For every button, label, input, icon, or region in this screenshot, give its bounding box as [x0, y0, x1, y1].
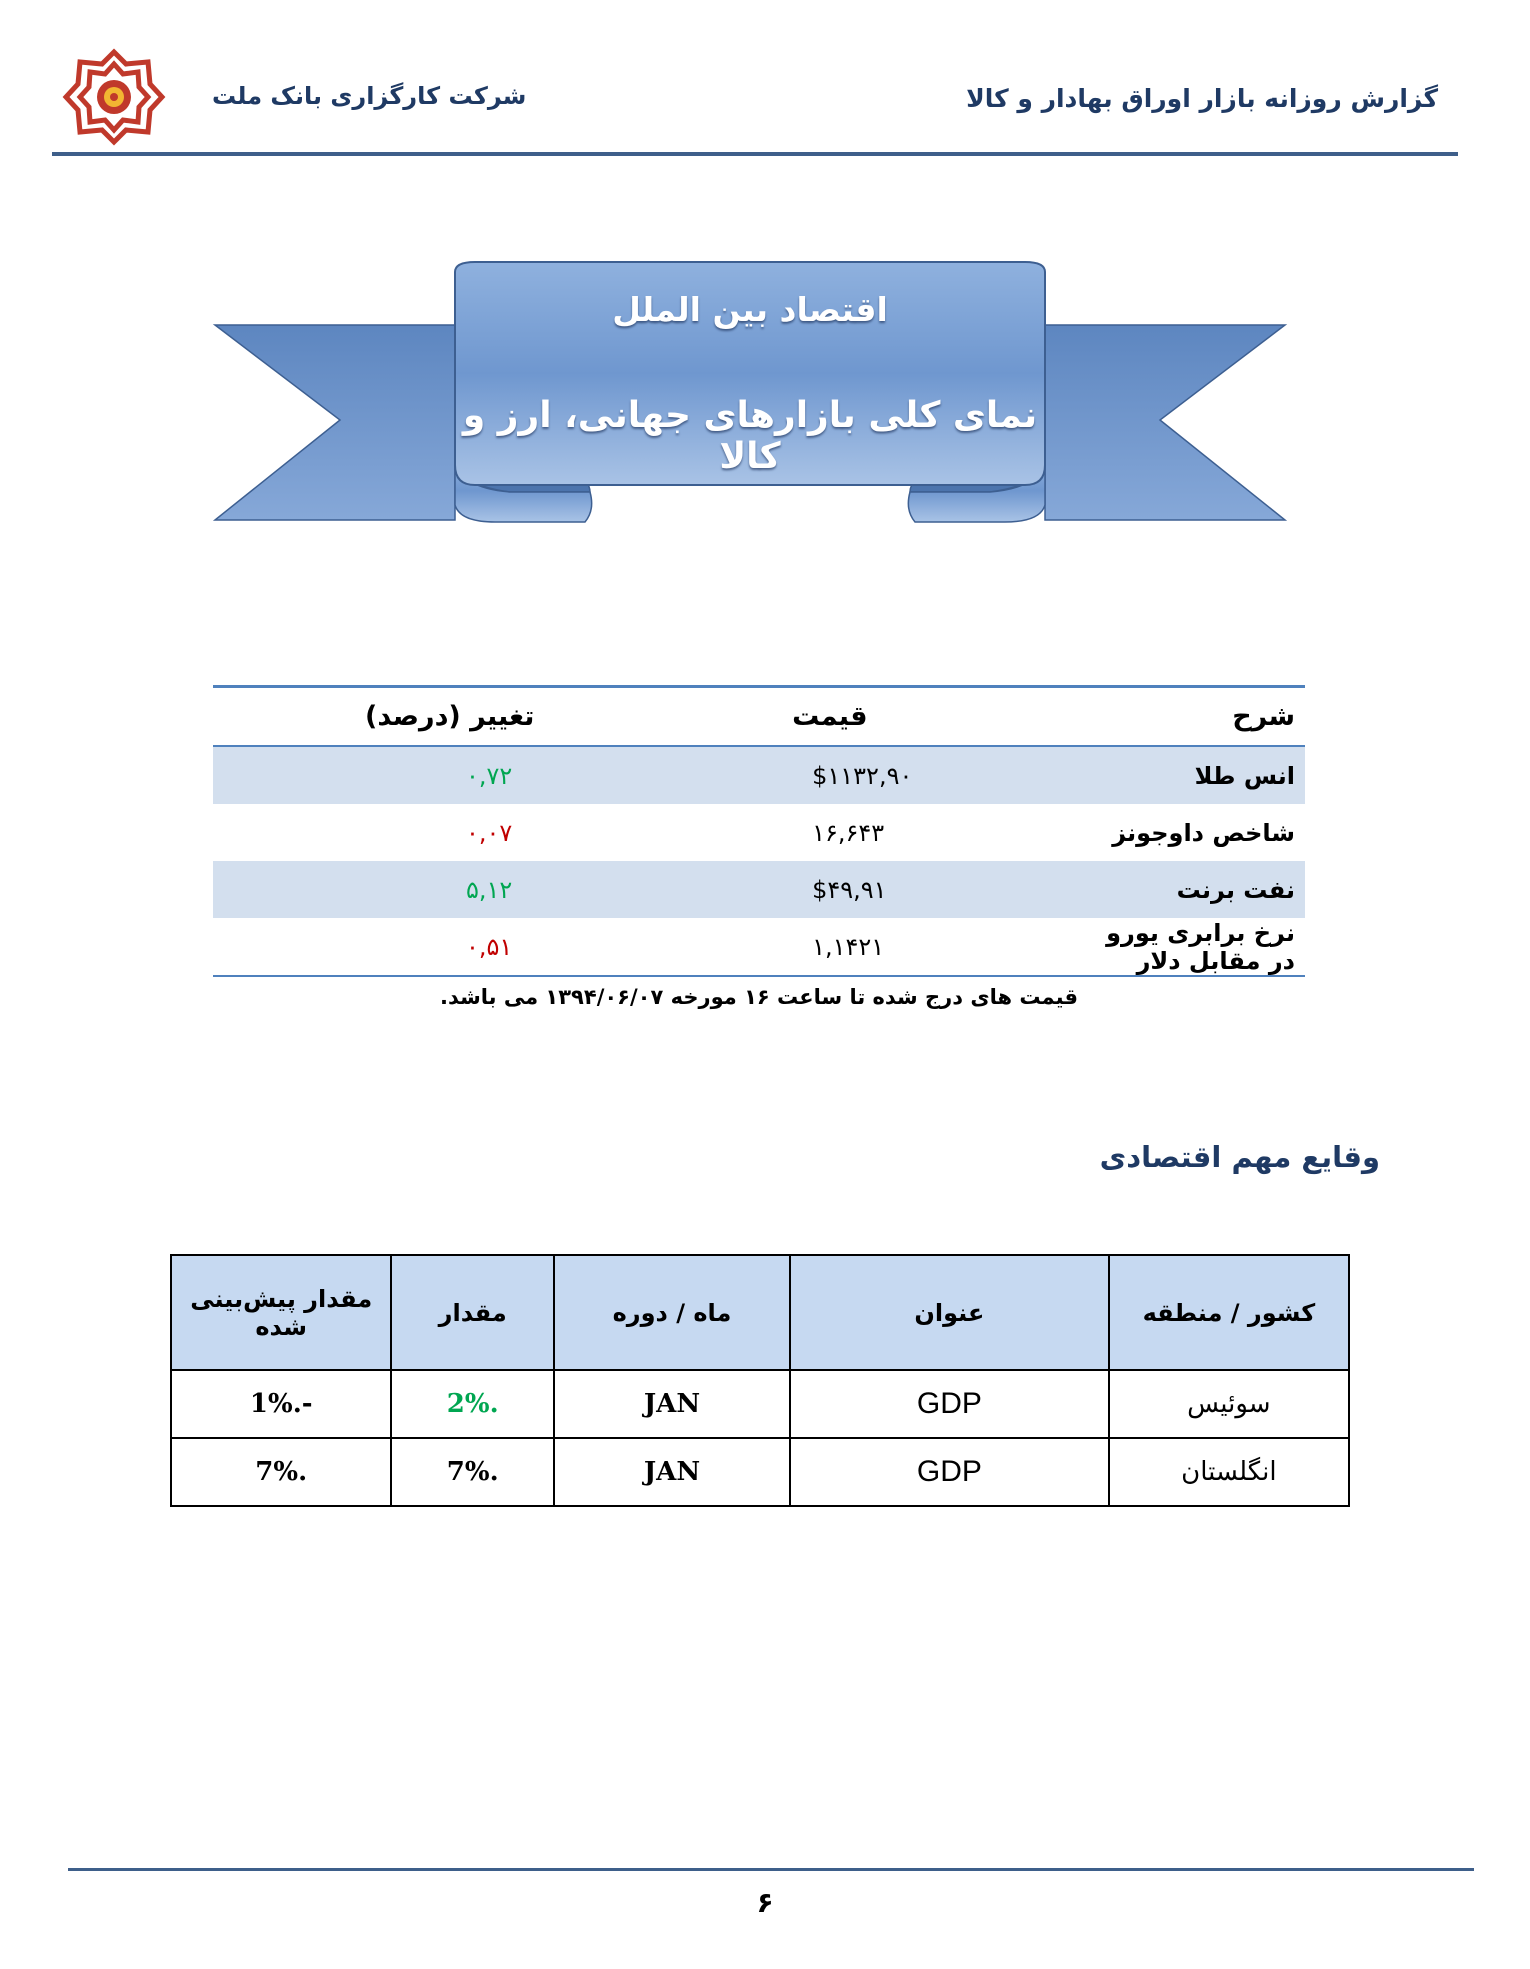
row-price: ۱۶,۶۴۳: [812, 818, 885, 847]
header-forecast: مقدار پیش‌بینی شده: [171, 1255, 391, 1370]
event-forecast: .7%: [171, 1438, 391, 1506]
report-title: گزارش روزانه بازار اوراق بهادار و کالا: [966, 84, 1438, 113]
row-change: ۰,۷۲: [213, 746, 694, 804]
header-country: کشور / منطقه: [1109, 1255, 1349, 1370]
header-item: عنوان: [790, 1255, 1109, 1370]
row-price: $۱۱۳۲,۹۰: [694, 746, 1075, 804]
event-forecast: -.1%: [171, 1370, 391, 1438]
row-desc: شاخص داوجونز: [1112, 818, 1295, 847]
row-desc: انس طلا: [1075, 746, 1305, 804]
row-desc: نرخ برابری یورو در مقابل دلار: [1075, 918, 1305, 976]
table-row: [171, 1370, 1349, 1438]
event-actual: .7%: [391, 1438, 554, 1506]
company-name: شرکت کارگزاری بانک ملت: [212, 82, 527, 110]
event-period: JAN: [554, 1370, 790, 1438]
table-row: [213, 746, 1305, 804]
row-desc: نفت برنت: [1075, 861, 1305, 918]
row-price: $۴۹,۹۱: [694, 861, 1075, 918]
event-item: GDP: [790, 1438, 1109, 1506]
event-country: سوئیس: [1109, 1370, 1349, 1438]
banner-subtitle: نمای کلی بازارهای جهانی، ارز و کالا: [462, 395, 1038, 477]
bank-mellat-logo-icon: [62, 48, 166, 146]
events-table-header: [171, 1255, 1349, 1370]
header-period: ماه / دوره: [554, 1255, 790, 1370]
event-item: GDP: [790, 1370, 1109, 1438]
row-price: ۱,۱۴۲۱: [694, 918, 1075, 976]
table-row: [213, 861, 1305, 918]
row-change: ۵,۱۲: [213, 861, 694, 918]
event-country: انگلستان: [1109, 1438, 1349, 1506]
header-actual: مقدار: [391, 1255, 554, 1370]
page-number: ۶: [756, 1886, 774, 1919]
market-table-header: [213, 687, 1305, 747]
table-row: [171, 1438, 1349, 1506]
header-divider: [52, 152, 1458, 156]
row-change: ۰,۰۷: [466, 818, 513, 847]
event-actual: .2%: [391, 1370, 554, 1438]
event-period: JAN: [554, 1438, 790, 1506]
table-row: [213, 918, 1305, 976]
header-change: تغییر (درصد): [213, 687, 694, 747]
price-note: قیمت های درج شده تا ساعت ۱۶ مورخه ۱۳۹۴/۰۶/۰۷ می باشد.: [440, 985, 1078, 1009]
header-desc: شرح: [1075, 687, 1305, 747]
events-title: وقایع مهم اقتصادی: [1099, 1140, 1380, 1174]
row-change: ۰,۵۱: [213, 918, 694, 976]
market-table: [213, 685, 1305, 977]
banner-title: اقتصاد بین الملل: [612, 290, 888, 329]
footer-divider: [68, 1868, 1474, 1871]
table-row: [213, 804, 1305, 861]
header-price: قیمت: [694, 687, 1075, 747]
company-logo: [62, 48, 166, 146]
events-table: [170, 1254, 1350, 1507]
